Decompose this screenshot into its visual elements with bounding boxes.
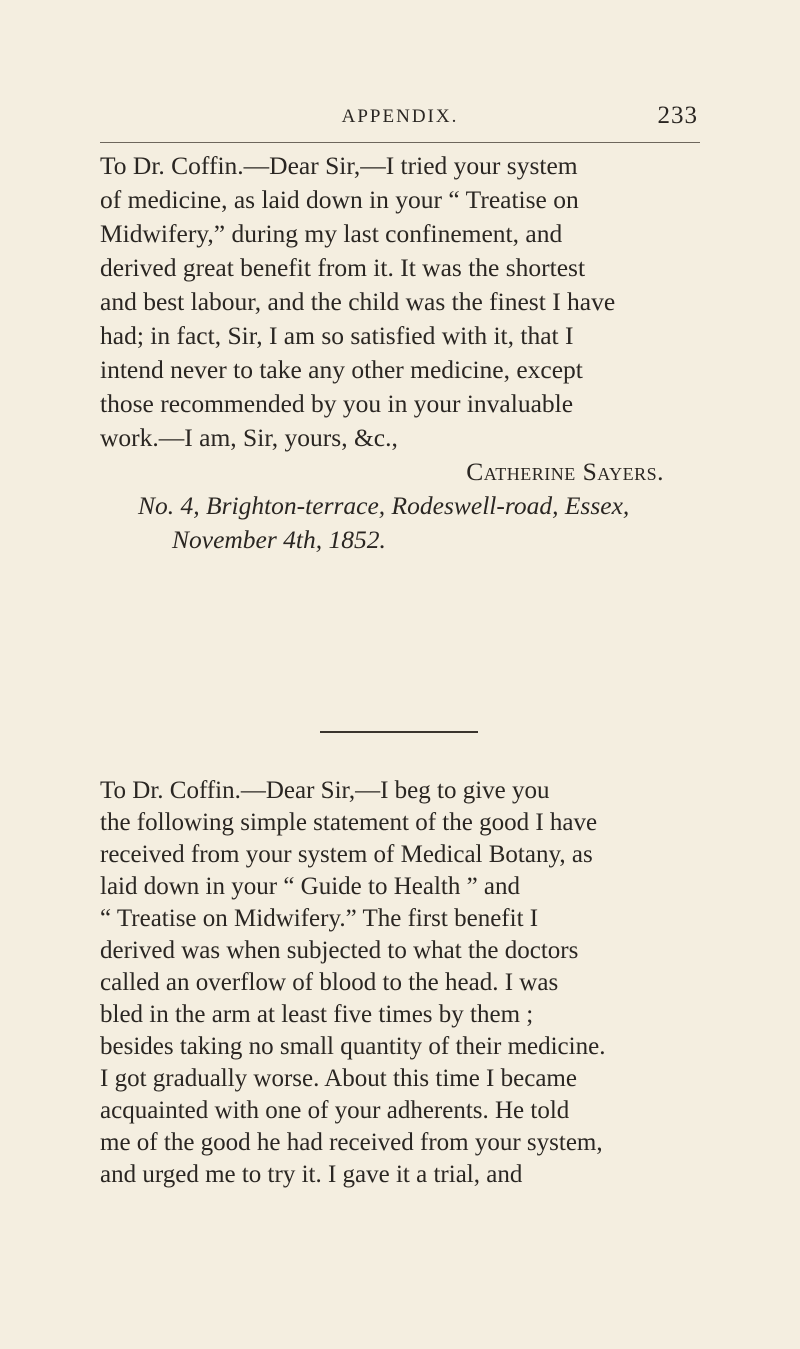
letter-second [100, 775, 700, 1191]
text-line: the following simple statement of the good I have [100, 809, 598, 836]
address-line: No. 4, Brighton-terrace, Rodeswell-road, Essex, [138, 491, 630, 520]
text-line: me of the good he had received from your system, [100, 1129, 603, 1156]
page-header [100, 102, 700, 140]
letter-sayers [100, 149, 700, 557]
text-line: besides taking no small quantity of their medicine. [100, 1033, 606, 1060]
text-line: those recommended by you in your invaluable [100, 389, 574, 418]
text-line: bled in the arm at least five times by them ; [100, 1001, 534, 1028]
text-line: of medicine, as laid down in your “ Treatise on [100, 185, 579, 214]
text-line: To Dr. Coffin.—Dear Sir,—I beg to give you [100, 777, 550, 804]
text-line: acquainted with one of your adherents. He told [100, 1097, 570, 1124]
text-line: received from your system of Medical Botany, as [100, 841, 593, 868]
date-line: November 4th, 1852. [172, 525, 386, 554]
signature: Catherine Sayers. [466, 457, 664, 486]
text-line: had; in fact, Sir, I am so satisfied with it, that I [100, 321, 574, 350]
text-line: “ Treatise on Midwifery.” The first benefit I [100, 905, 539, 932]
text-line: derived great benefit from it. It was the shortest [100, 253, 586, 282]
section-divider [320, 731, 478, 733]
text-line: work.—I am, Sir, yours, &c., [100, 423, 398, 452]
text-line: To Dr. Coffin.—Dear Sir,—I tried your system [100, 151, 578, 180]
text-line: Midwifery,” during my last confinement, and [100, 219, 563, 248]
text-line: derived was when subjected to what the doctors [100, 937, 579, 964]
page-number: 233 [657, 102, 698, 129]
running-head: APPENDIX. [341, 106, 459, 127]
header-rule [100, 142, 700, 143]
text-line: and urged me to try it. I gave it a trial, and [100, 1161, 523, 1188]
text-line: laid down in your “ Guide to Health ” and [100, 873, 521, 900]
text-line: and best labour, and the child was the finest I have [100, 287, 616, 316]
text-line: I got gradually worse. About this time I became [100, 1065, 577, 1092]
text-line: intend never to take any other medicine, except [100, 355, 583, 384]
text-line: called an overflow of blood to the head. I was [100, 969, 559, 996]
